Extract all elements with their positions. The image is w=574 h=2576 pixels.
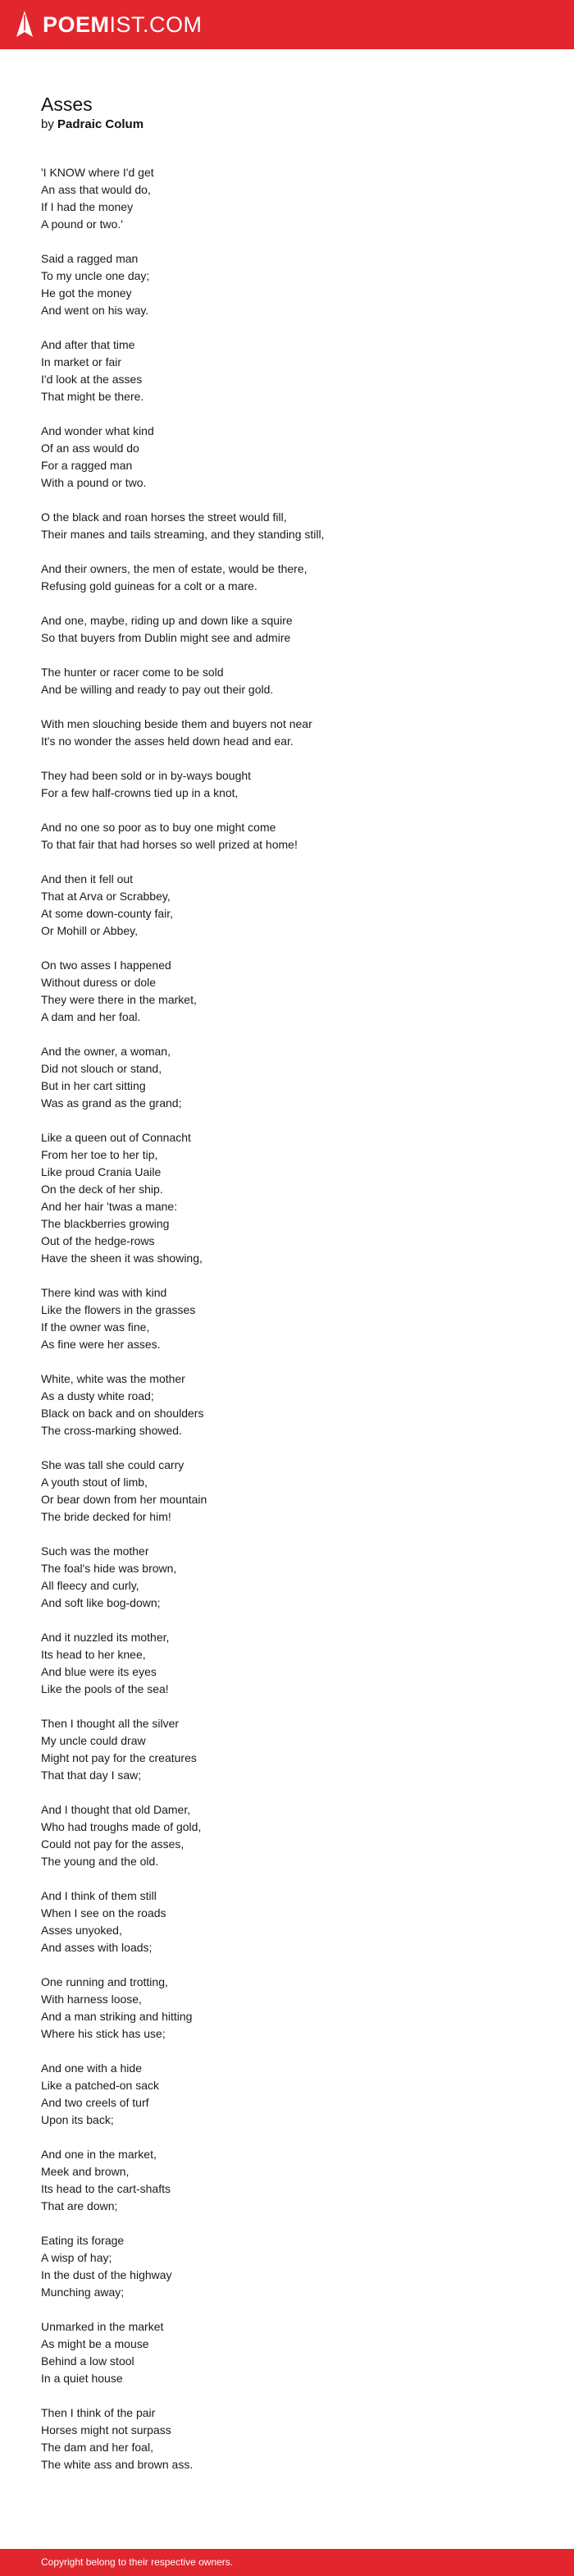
poem-line: A youth stout of limb, — [41, 1476, 148, 1489]
poem-line: But in her cart sitting — [41, 1079, 146, 1092]
poem-line: Asses unyoked, — [41, 1924, 122, 1937]
poem-line: On the deck of her ship. — [41, 1183, 163, 1196]
poem-line: And no one so poor as to buy one might come — [41, 821, 276, 834]
stanza — [41, 423, 549, 492]
quill-icon — [15, 10, 34, 39]
stanza — [41, 819, 549, 853]
poem-line: And went on his way. — [41, 304, 149, 317]
poem-content — [41, 92, 549, 2491]
poem-line: The bride decked for him! — [41, 1510, 171, 1523]
poem-line: And then it fell out — [41, 872, 134, 885]
author-link[interactable]: Padraic Colum — [57, 117, 144, 131]
poem-line: The dam and her foal, — [41, 2441, 153, 2454]
poem-line: Without duress or dole — [41, 976, 157, 989]
poem-line: And two creels of turf — [41, 2096, 149, 2109]
stanza — [41, 2060, 549, 2129]
poem-line: Or bear down from her mountain — [41, 1493, 207, 1506]
stanza — [41, 164, 549, 233]
poem-line: And it nuzzled its mother, — [41, 1631, 170, 1644]
poem-line: And a man striking and hitting — [41, 2010, 193, 2023]
poem-line: To that fair that had horses so well prized at home! — [41, 838, 298, 851]
poem-line: A dam and her foal. — [41, 1010, 141, 1023]
stanza — [41, 2404, 549, 2473]
stanza — [41, 1974, 549, 2043]
poem-line: White, white was the mother — [41, 1372, 185, 1385]
poem-line: Black on back and on shoulders — [41, 1407, 204, 1420]
stanza — [41, 1129, 549, 1267]
poem-line: The cross-marking showed. — [41, 1424, 182, 1437]
stanza — [41, 1887, 549, 1956]
poem-line: To my uncle one day; — [41, 269, 150, 282]
stanza — [41, 336, 549, 405]
poem-line: That at Arva or Scrabbey, — [41, 890, 171, 903]
poem-line: A pound or two.' — [41, 217, 123, 231]
stanza — [41, 2318, 549, 2387]
site-header — [0, 0, 574, 49]
poem-line: My uncle could draw — [41, 1734, 146, 1747]
poem-line: They had been sold or in by-ways bought — [41, 769, 252, 782]
poem-line: In a quiet house — [41, 2372, 123, 2385]
poem-line: For a few half-crowns tied up in a knot, — [41, 786, 239, 799]
poem-line: One running and trotting, — [41, 1975, 168, 1988]
stanza — [41, 957, 549, 1026]
poem-line: As a dusty white road; — [41, 1389, 154, 1402]
poem-line: Its head to the cart-shafts — [41, 2182, 171, 2195]
poem-line: The white ass and brown ass. — [41, 2458, 194, 2471]
poem-line: In the dust of the highway — [41, 2268, 172, 2281]
poem-line: I'd look at the asses — [41, 373, 143, 386]
poem-line: And the owner, a woman, — [41, 1045, 171, 1058]
poem-title: Asses — [41, 94, 93, 115]
poem-line: Where his stick has use; — [41, 2027, 166, 2040]
stanza — [41, 664, 549, 698]
stanza — [41, 1801, 549, 1870]
poem-line: As fine were her asses. — [41, 1338, 161, 1351]
poem-line: As might be a mouse — [41, 2337, 149, 2350]
poem-line: They were there in the market, — [41, 993, 197, 1006]
stanza — [41, 250, 549, 319]
poem-line: And blue were its eyes — [41, 1665, 157, 1678]
stanza — [41, 2232, 549, 2301]
poem-line: Out of the hedge-rows — [41, 1234, 155, 1247]
poem-line: And her hair 'twas a mane: — [41, 1200, 178, 1213]
poem-line: And wonder what kind — [41, 424, 154, 437]
poem-line: Was as grand as the grand; — [41, 1096, 182, 1110]
poem-line: That are down; — [41, 2199, 118, 2212]
stanza — [41, 612, 549, 647]
poem-line: And soft like bog-down; — [41, 1596, 161, 1609]
poem-line: Then I thought all the silver — [41, 1717, 180, 1730]
poem-line: The young and the old. — [41, 1855, 159, 1868]
poem-line: Their manes and tails streaming, and they standing still, — [41, 528, 325, 541]
poem-line: The foal's hide was brown, — [41, 1562, 177, 1575]
poem-line: Upon its back; — [41, 2113, 114, 2126]
poem-line: That might be there. — [41, 390, 144, 403]
poem-line: With a pound or two. — [41, 476, 147, 489]
site-logo-text — [43, 11, 203, 37]
poem-line: Or Mohill or Abbey, — [41, 924, 139, 937]
stanza — [41, 716, 549, 750]
poem-line: At some down-county fair, — [41, 907, 174, 920]
poem-line: Who had troughs made of gold, — [41, 1820, 202, 1833]
stanza — [41, 509, 549, 543]
poem-line: Meek and brown, — [41, 2165, 130, 2178]
poem-line: Its head to her knee, — [41, 1648, 146, 1661]
poem-line: Refusing gold guineas for a colt or a mare. — [41, 579, 257, 593]
site-logo[interactable] — [15, 10, 203, 39]
poem-line: When I see on the roads — [41, 1906, 166, 1919]
stanza — [41, 1629, 549, 1698]
poem-line: He got the money — [41, 286, 132, 300]
poem-line: And be willing and ready to pay out their gold. — [41, 683, 274, 696]
poem-line: The blackberries growing — [41, 1217, 170, 1230]
poem-line: 'I KNOW where I'd get — [41, 166, 154, 179]
poem-line: And I think of them still — [41, 1889, 157, 1902]
poem-line: And one in the market, — [41, 2148, 157, 2161]
poem-line: So that buyers from Dublin might see and admire — [41, 631, 291, 644]
stanza — [41, 1543, 549, 1612]
poem-line: Could not pay for the asses, — [41, 1837, 184, 1851]
stanza — [41, 2146, 549, 2215]
stanza — [41, 1043, 549, 1112]
stanza — [41, 1715, 549, 1784]
poem-line: Like the pools of the sea! — [41, 1682, 169, 1695]
poem-line: And asses with loads; — [41, 1941, 153, 1954]
poem-line: And one, maybe, riding up and down like a squire — [41, 614, 293, 627]
poem-line: Of an ass would do — [41, 442, 139, 455]
poem-line: Like proud Crania Uaile — [41, 1165, 162, 1178]
poem-byline — [41, 117, 549, 133]
poem-body — [41, 164, 549, 2473]
poem-line: On two asses I happened — [41, 959, 171, 972]
poem-line: Like a patched-on sack — [41, 2079, 159, 2092]
poem-line: With men slouching beside them and buyers not near — [41, 717, 312, 730]
poem-line: If the owner was fine, — [41, 1320, 150, 1334]
poem-line: Horses might not surpass — [41, 2423, 171, 2436]
stanza — [41, 871, 549, 940]
poem-line: Like the flowers in the grasses — [41, 1303, 196, 1316]
poem-line: Said a ragged man — [41, 252, 139, 265]
byline-label: by — [41, 117, 54, 131]
stanza — [41, 767, 549, 802]
site-footer — [0, 2549, 574, 2576]
poem-line: And one with a hide — [41, 2061, 142, 2075]
poem-line: That that day I saw; — [41, 1768, 142, 1782]
poem-line: A wisp of hay; — [41, 2251, 112, 2264]
poem-line: She was tall she could carry — [41, 1458, 184, 1471]
poem-line: Might not pay for the creatures — [41, 1751, 197, 1764]
stanza — [41, 1457, 549, 1526]
poem-line: It's no wonder the asses held down head and ear. — [41, 734, 294, 748]
poem-line: Munching away; — [41, 2285, 125, 2299]
poem-line: Like a queen out of Connacht — [41, 1131, 191, 1144]
poem-line: Unmarked in the market — [41, 2320, 164, 2333]
poem-line: And their owners, the men of estate, would be there, — [41, 562, 308, 575]
poem-line: If I had the money — [41, 200, 134, 213]
poem-line: Did not slouch or stand, — [41, 1062, 162, 1075]
poem-line: An ass that would do, — [41, 183, 151, 196]
poem-line: The hunter or racer come to be sold — [41, 666, 224, 679]
poem-line: For a ragged man — [41, 459, 133, 472]
poem-line: Eating its forage — [41, 2234, 125, 2247]
poem-line: Have the sheen it was showing, — [41, 1251, 203, 1265]
poem-line: Then I think of the pair — [41, 2406, 156, 2419]
poem-line: There kind was with kind — [41, 1286, 167, 1299]
logo-text-light: IST.COM — [109, 11, 203, 37]
poem-line: All fleecy and curly, — [41, 1579, 139, 1592]
stanza — [41, 1284, 549, 1353]
poem-line: And after that time — [41, 338, 135, 351]
poem-line: Such was the mother — [41, 1544, 149, 1558]
poem-line: Behind a low stool — [41, 2354, 134, 2368]
poem-line: With harness loose, — [41, 1993, 142, 2006]
stanza — [41, 1370, 549, 1439]
stanza — [41, 560, 549, 595]
poem-line: And I thought that old Damer, — [41, 1803, 191, 1816]
logo-text-bold: POEM — [43, 11, 110, 37]
copyright-text: Copyright belong to their respective owners. — [41, 2556, 234, 2568]
poem-line: In market or fair — [41, 355, 122, 368]
poem-line: O the black and roan horses the street would fill, — [41, 510, 287, 524]
poem-line: From her toe to her tip, — [41, 1148, 158, 1161]
